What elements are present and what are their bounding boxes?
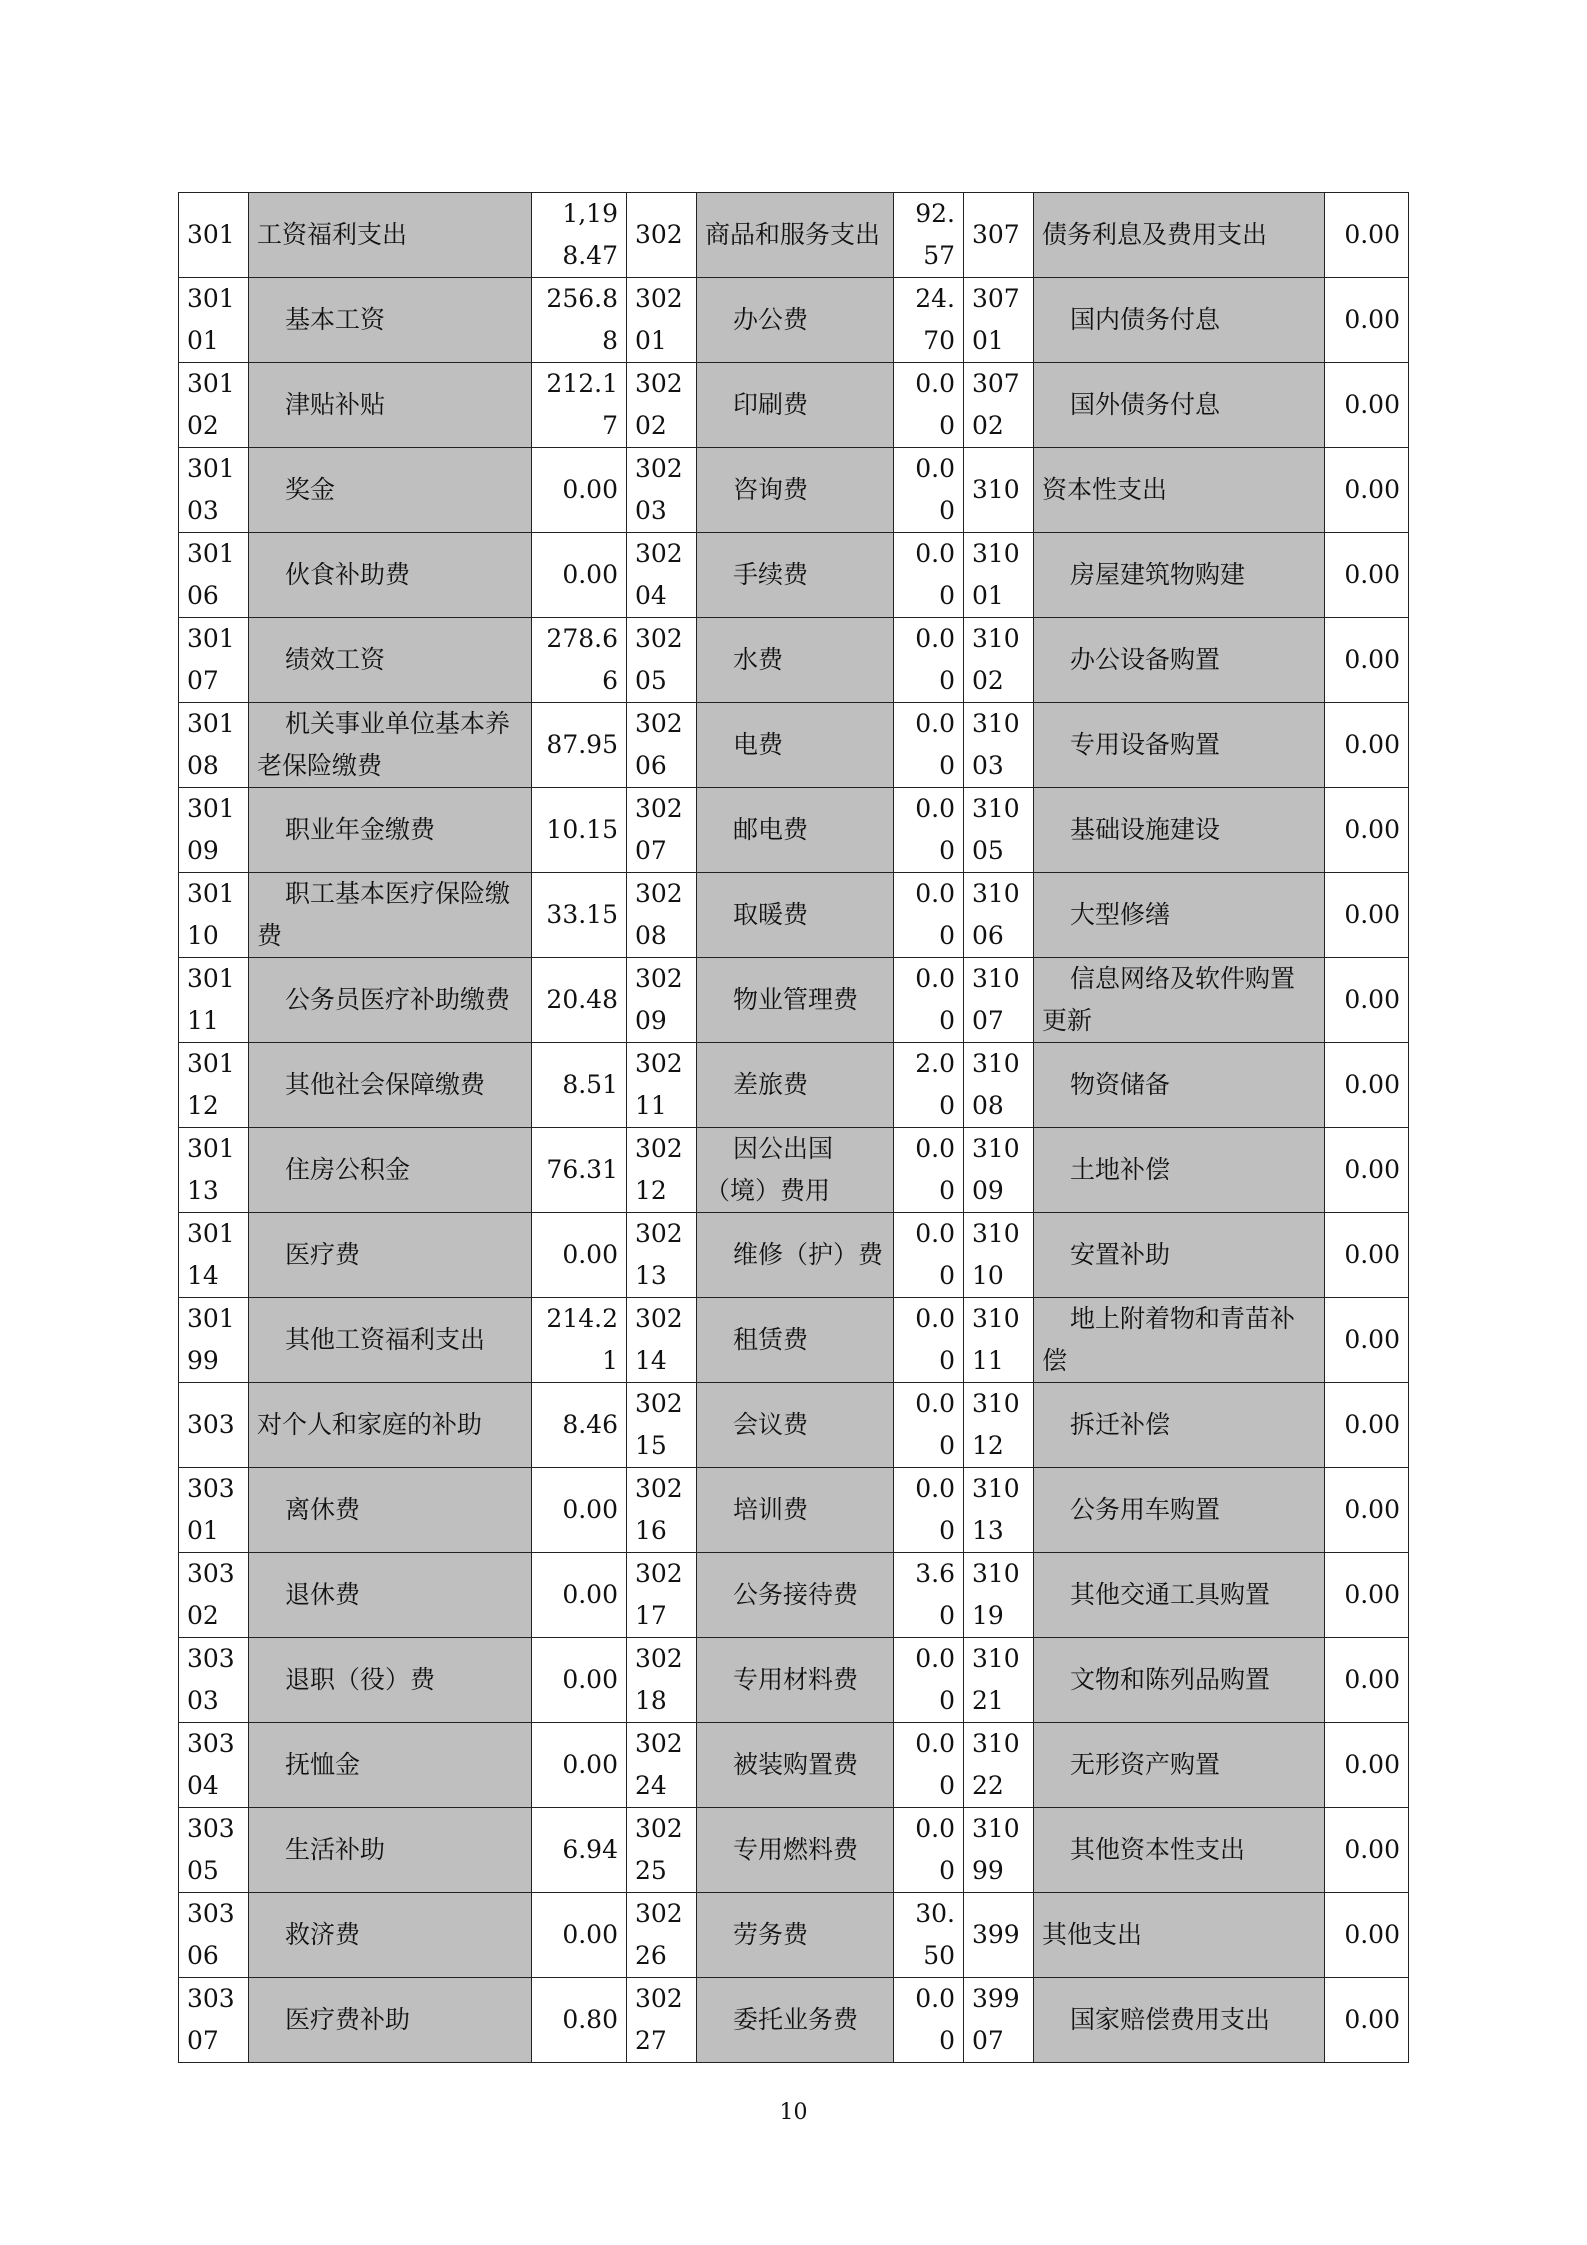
account-name: 文物和陈列品购置 [1034, 1638, 1325, 1723]
account-code: 30109 [179, 788, 249, 873]
expenditure-table [178, 192, 1409, 2063]
account-code: 30208 [627, 873, 697, 958]
account-amount: 0.00 [1325, 1128, 1409, 1213]
table-row [179, 958, 1409, 1043]
table-row [179, 873, 1409, 958]
table-row [179, 1468, 1409, 1553]
account-name: 其他资本性支出 [1034, 1808, 1325, 1893]
account-amount: 0.00 [1325, 448, 1409, 533]
account-amount: 20.48 [532, 958, 627, 1043]
account-name: 因公出国（境）费用 [697, 1128, 894, 1213]
account-amount: 0.00 [532, 1893, 627, 1978]
account-code: 30108 [179, 703, 249, 788]
table-row [179, 1213, 1409, 1298]
account-amount: 6.94 [532, 1808, 627, 1893]
account-name: 公务员医疗补助缴费 [249, 958, 532, 1043]
account-code: 303 [179, 1383, 249, 1468]
account-name: 手续费 [697, 533, 894, 618]
account-code: 30225 [627, 1808, 697, 1893]
account-amount: 0.00 [894, 533, 964, 618]
account-name: 其他社会保障缴费 [249, 1043, 532, 1128]
account-code: 31022 [964, 1723, 1034, 1808]
account-name: 咨询费 [697, 448, 894, 533]
account-amount: 212.17 [532, 363, 627, 448]
account-amount: 0.00 [894, 1723, 964, 1808]
account-code: 39907 [964, 1978, 1034, 2063]
account-amount: 0.00 [532, 1468, 627, 1553]
account-amount: 92.57 [894, 193, 964, 278]
account-amount: 0.00 [1325, 618, 1409, 703]
account-amount: 0.80 [532, 1978, 627, 2063]
account-amount: 0.00 [894, 873, 964, 958]
account-code: 30215 [627, 1383, 697, 1468]
account-code: 30217 [627, 1553, 697, 1638]
account-code: 31003 [964, 703, 1034, 788]
account-code: 30302 [179, 1553, 249, 1638]
account-name: 职工基本医疗保险缴费 [249, 873, 532, 958]
account-name: 救济费 [249, 1893, 532, 1978]
account-amount: 0.00 [532, 1553, 627, 1638]
account-amount: 0.00 [1325, 1213, 1409, 1298]
account-amount: 0.00 [1325, 703, 1409, 788]
account-amount: 10.15 [532, 788, 627, 873]
account-code: 30301 [179, 1468, 249, 1553]
account-code: 30203 [627, 448, 697, 533]
account-name: 基础设施建设 [1034, 788, 1325, 873]
account-name: 国内债务付息 [1034, 278, 1325, 363]
account-name: 专用材料费 [697, 1638, 894, 1723]
account-amount: 33.15 [532, 873, 627, 958]
account-code: 31007 [964, 958, 1034, 1043]
account-code: 31011 [964, 1298, 1034, 1383]
account-name: 抚恤金 [249, 1723, 532, 1808]
table-row [179, 1893, 1409, 1978]
account-amount: 8.46 [532, 1383, 627, 1468]
account-code: 30207 [627, 788, 697, 873]
account-name: 水费 [697, 618, 894, 703]
account-code: 30702 [964, 363, 1034, 448]
account-name: 伙食补助费 [249, 533, 532, 618]
account-code: 30102 [179, 363, 249, 448]
account-name: 委托业务费 [697, 1978, 894, 2063]
account-code: 31099 [964, 1808, 1034, 1893]
account-name: 租赁费 [697, 1298, 894, 1383]
account-code: 30111 [179, 958, 249, 1043]
account-code: 30213 [627, 1213, 697, 1298]
account-code: 30306 [179, 1893, 249, 1978]
account-amount: 0.00 [1325, 1043, 1409, 1128]
account-code: 31006 [964, 873, 1034, 958]
account-amount: 1,198.47 [532, 193, 627, 278]
account-code: 30227 [627, 1978, 697, 2063]
account-name: 基本工资 [249, 278, 532, 363]
account-code: 30214 [627, 1298, 697, 1383]
account-code: 30211 [627, 1043, 697, 1128]
account-name: 对个人和家庭的补助 [249, 1383, 532, 1468]
account-amount: 8.51 [532, 1043, 627, 1128]
account-code: 301 [179, 193, 249, 278]
account-code: 30101 [179, 278, 249, 363]
account-amount: 0.00 [894, 1638, 964, 1723]
table-row [179, 1128, 1409, 1213]
account-name: 大型修缮 [1034, 873, 1325, 958]
account-amount: 214.21 [532, 1298, 627, 1383]
table-body [179, 193, 1409, 2063]
account-code: 30209 [627, 958, 697, 1043]
table-row [179, 703, 1409, 788]
account-amount: 278.66 [532, 618, 627, 703]
account-amount: 3.60 [894, 1553, 964, 1638]
account-code: 307 [964, 193, 1034, 278]
account-code: 30113 [179, 1128, 249, 1213]
account-code: 31005 [964, 788, 1034, 873]
account-name: 医疗费 [249, 1213, 532, 1298]
account-code: 30103 [179, 448, 249, 533]
account-name: 资本性支出 [1034, 448, 1325, 533]
table-row [179, 278, 1409, 363]
account-name: 维修（护）费 [697, 1213, 894, 1298]
account-code: 30216 [627, 1468, 697, 1553]
account-name: 工资福利支出 [249, 193, 532, 278]
account-amount: 0.00 [1325, 1893, 1409, 1978]
account-name: 住房公积金 [249, 1128, 532, 1213]
table-row [179, 533, 1409, 618]
account-name: 商品和服务支出 [697, 193, 894, 278]
account-amount: 0.00 [894, 1213, 964, 1298]
table-row [179, 618, 1409, 703]
account-name: 其他工资福利支出 [249, 1298, 532, 1383]
account-code: 30107 [179, 618, 249, 703]
account-name: 办公费 [697, 278, 894, 363]
account-code: 31013 [964, 1468, 1034, 1553]
account-name: 土地补偿 [1034, 1128, 1325, 1213]
table-row [179, 1298, 1409, 1383]
account-code: 31002 [964, 618, 1034, 703]
account-amount: 0.00 [894, 1808, 964, 1893]
account-amount: 0.00 [1325, 1978, 1409, 2063]
account-amount: 0.00 [1325, 1723, 1409, 1808]
table-row [179, 1638, 1409, 1723]
account-code: 30106 [179, 533, 249, 618]
account-name: 津贴补贴 [249, 363, 532, 448]
account-code: 30212 [627, 1128, 697, 1213]
account-name: 绩效工资 [249, 618, 532, 703]
account-name: 医疗费补助 [249, 1978, 532, 2063]
account-name: 职业年金缴费 [249, 788, 532, 873]
account-name: 国外债务付息 [1034, 363, 1325, 448]
account-code: 30304 [179, 1723, 249, 1808]
page-number: 10 [779, 2100, 808, 2125]
account-code: 30204 [627, 533, 697, 618]
account-code: 30202 [627, 363, 697, 448]
account-name: 会议费 [697, 1383, 894, 1468]
account-amount: 0.00 [532, 1638, 627, 1723]
table-row [179, 363, 1409, 448]
account-name: 生活补助 [249, 1808, 532, 1893]
account-amount: 0.00 [894, 363, 964, 448]
table-row [179, 1383, 1409, 1468]
table-row [179, 1978, 1409, 2063]
account-name: 专用设备购置 [1034, 703, 1325, 788]
account-name: 地上附着物和青苗补偿 [1034, 1298, 1325, 1383]
account-code: 30307 [179, 1978, 249, 2063]
account-code: 30201 [627, 278, 697, 363]
account-name: 债务利息及费用支出 [1034, 193, 1325, 278]
account-amount: 0.00 [532, 448, 627, 533]
account-name: 培训费 [697, 1468, 894, 1553]
table-row [179, 448, 1409, 533]
account-amount: 0.00 [894, 448, 964, 533]
account-amount: 0.00 [1325, 958, 1409, 1043]
account-name: 取暖费 [697, 873, 894, 958]
account-name: 专用燃料费 [697, 1808, 894, 1893]
account-amount: 0.00 [1325, 1468, 1409, 1553]
account-code: 31012 [964, 1383, 1034, 1468]
account-code: 310 [964, 448, 1034, 533]
account-name: 退休费 [249, 1553, 532, 1638]
table-row [179, 1043, 1409, 1128]
account-code: 30218 [627, 1638, 697, 1723]
account-amount: 0.00 [532, 1213, 627, 1298]
account-amount: 76.31 [532, 1128, 627, 1213]
table-row [179, 1808, 1409, 1893]
account-amount: 0.00 [1325, 873, 1409, 958]
account-code: 30205 [627, 618, 697, 703]
account-amount: 0.00 [894, 788, 964, 873]
account-amount: 87.95 [532, 703, 627, 788]
account-amount: 0.00 [894, 958, 964, 1043]
account-amount: 0.00 [1325, 363, 1409, 448]
account-amount: 0.00 [1325, 1638, 1409, 1723]
account-code: 30114 [179, 1213, 249, 1298]
account-code: 31009 [964, 1128, 1034, 1213]
account-name: 物业管理费 [697, 958, 894, 1043]
account-amount: 0.00 [894, 1978, 964, 2063]
account-code: 31010 [964, 1213, 1034, 1298]
account-code: 30226 [627, 1893, 697, 1978]
account-amount: 0.00 [894, 1298, 964, 1383]
account-code: 31019 [964, 1553, 1034, 1638]
account-amount: 0.00 [1325, 1553, 1409, 1638]
account-amount: 0.00 [894, 1128, 964, 1213]
account-name: 国家赔偿费用支出 [1034, 1978, 1325, 2063]
account-name: 邮电费 [697, 788, 894, 873]
account-code: 302 [627, 193, 697, 278]
table-row [179, 788, 1409, 873]
account-code: 30110 [179, 873, 249, 958]
account-name: 其他交通工具购置 [1034, 1553, 1325, 1638]
account-name: 机关事业单位基本养老保险缴费 [249, 703, 532, 788]
account-name: 被装购置费 [697, 1723, 894, 1808]
account-code: 31008 [964, 1043, 1034, 1128]
account-name: 信息网络及软件购置更新 [1034, 958, 1325, 1043]
account-amount: 0.00 [1325, 193, 1409, 278]
account-amount: 0.00 [532, 1723, 627, 1808]
account-amount: 0.00 [894, 703, 964, 788]
account-name: 印刷费 [697, 363, 894, 448]
account-name: 其他支出 [1034, 1893, 1325, 1978]
account-amount: 0.00 [894, 1468, 964, 1553]
account-name: 电费 [697, 703, 894, 788]
account-amount: 0.00 [1325, 278, 1409, 363]
account-code: 30701 [964, 278, 1034, 363]
account-amount: 0.00 [532, 533, 627, 618]
account-amount: 256.88 [532, 278, 627, 363]
account-name: 公务用车购置 [1034, 1468, 1325, 1553]
account-code: 30206 [627, 703, 697, 788]
account-amount: 0.00 [894, 618, 964, 703]
account-code: 30305 [179, 1808, 249, 1893]
account-code: 30199 [179, 1298, 249, 1383]
account-name: 劳务费 [697, 1893, 894, 1978]
account-amount: 0.00 [1325, 1383, 1409, 1468]
account-name: 拆迁补偿 [1034, 1383, 1325, 1468]
account-code: 399 [964, 1893, 1034, 1978]
account-amount: 30.50 [894, 1893, 964, 1978]
account-amount: 0.00 [1325, 788, 1409, 873]
account-amount: 0.00 [1325, 1808, 1409, 1893]
table-row [179, 1723, 1409, 1808]
account-amount: 0.00 [894, 1383, 964, 1468]
account-code: 31001 [964, 533, 1034, 618]
account-name: 无形资产购置 [1034, 1723, 1325, 1808]
account-name: 差旅费 [697, 1043, 894, 1128]
account-name: 奖金 [249, 448, 532, 533]
account-name: 离休费 [249, 1468, 532, 1553]
account-code: 30112 [179, 1043, 249, 1128]
account-name: 房屋建筑物购建 [1034, 533, 1325, 618]
account-amount: 0.00 [1325, 533, 1409, 618]
account-amount: 0.00 [1325, 1298, 1409, 1383]
account-name: 退职（役）费 [249, 1638, 532, 1723]
table-row [179, 193, 1409, 278]
table-row [179, 1553, 1409, 1638]
account-code: 30303 [179, 1638, 249, 1723]
account-name: 物资储备 [1034, 1043, 1325, 1128]
account-amount: 24.70 [894, 278, 964, 363]
account-name: 办公设备购置 [1034, 618, 1325, 703]
account-name: 公务接待费 [697, 1553, 894, 1638]
account-amount: 2.00 [894, 1043, 964, 1128]
account-name: 安置补助 [1034, 1213, 1325, 1298]
account-code: 31021 [964, 1638, 1034, 1723]
account-code: 30224 [627, 1723, 697, 1808]
